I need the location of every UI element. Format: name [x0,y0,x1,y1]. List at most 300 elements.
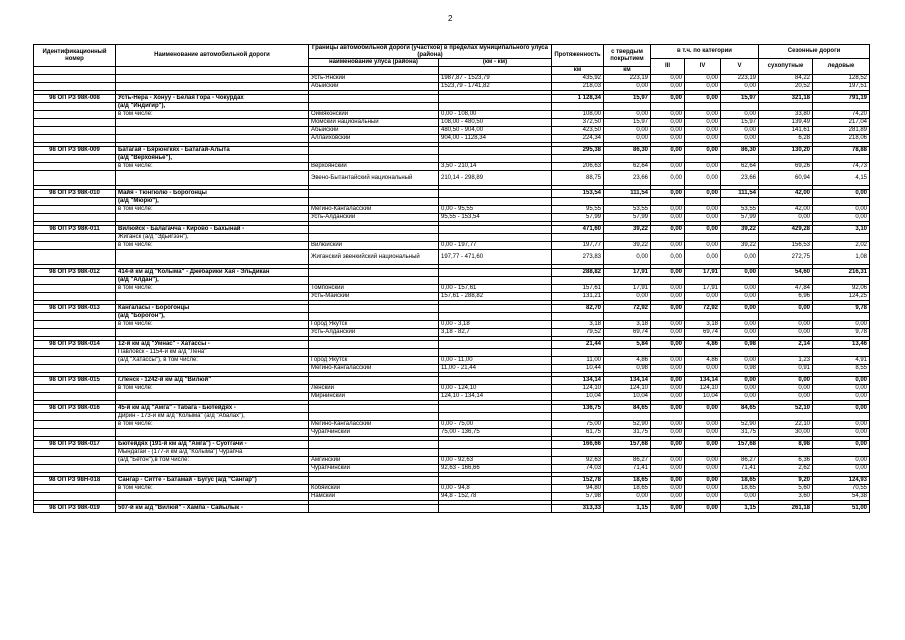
cell-len: 313,33 [552,505,604,513]
cell-hard [604,349,651,357]
table-row [34,111,870,119]
table-row [34,198,870,206]
cell-c4: 0,00 [685,465,721,473]
cell-id: 98 ОП РЗ 98К-015 [34,377,116,385]
cell-dry: 42,00 [759,190,813,198]
cell-dry: 1,23 [759,357,813,365]
cell-c5: 0,00 [721,83,759,91]
cell-c3 [651,198,685,206]
cell-c4: 0,00 [685,477,721,485]
cell-id [34,493,116,501]
cell-c5: 0,98 [721,365,759,373]
cell-ulus [309,441,439,449]
cell-c4: 0,00 [685,457,721,465]
cell-ice [813,103,870,111]
cell-len: 224,34 [552,135,604,143]
cell-km [439,413,552,421]
cell-ice: 92,06 [813,285,870,293]
cell-c5: 62,64 [721,163,759,171]
cell-c3: 0,00 [651,429,685,437]
cell-name [116,83,309,91]
cell-km: 0,00 - 3,18 [439,321,552,329]
cell-c5: 0,00 [721,385,759,393]
cell-len: 3,18 [552,321,604,329]
cell-c5: 57,99 [721,214,759,222]
cell-c3: 0,00 [651,250,685,265]
cell-c4 [685,277,721,285]
table-row [34,457,870,465]
cell-ulus: Мирнинский [309,393,439,401]
cell-ice: 9,78 [813,305,870,313]
table-row [34,127,870,135]
cell-c4: 72,92 [685,305,721,313]
cell-len: 218,03 [552,83,604,91]
cell-ulus [309,341,439,349]
cell-id [34,214,116,222]
cell-c3: 0,00 [651,485,685,493]
table-row [34,449,870,457]
table-row [34,321,870,329]
header-km-range: (км - км) [439,59,552,67]
cell-km: 0,00 - 157,61 [439,285,552,293]
cell-ice: 124,93 [813,477,870,485]
cell-len: 61,75 [552,429,604,437]
table-row [34,250,870,265]
cell-name: в том числе: [116,111,309,119]
cell-c5: 53,55 [721,206,759,214]
cell-c3: 0,00 [651,505,685,513]
cell-km: 0,00 - 11,00 [439,357,552,365]
cell-name: в том числе: [116,421,309,429]
cell-ulus: Момский национальный [309,119,439,127]
cell-c5: 52,90 [721,421,759,429]
cell-c4 [685,155,721,163]
cell-id [34,457,116,465]
cell-dry: 60,94 [759,171,813,186]
cell-c5: 39,22 [721,226,759,234]
cell-dry: 156,53 [759,242,813,250]
cell-ulus [309,313,439,321]
cell-c5: 86,27 [721,457,759,465]
cell-len: 10,44 [552,365,604,373]
cell-hard: 111,54 [604,190,651,198]
cell-len: 57,99 [552,214,604,222]
cell-ice: 1,08 [813,250,870,265]
cell-c4: 4,86 [685,357,721,365]
cell-c4: 0,00 [685,429,721,437]
header-unit-hard: км [604,67,651,75]
cell-len: 95,55 [552,206,604,214]
cell-c3 [651,413,685,421]
cell-hard: 84,65 [604,405,651,413]
cell-c4: 0,00 [685,147,721,155]
cell-hard: 52,90 [604,421,651,429]
cell-hard: 86,27 [604,457,651,465]
cell-ice: 74,20 [813,111,870,119]
cell-c4: 0,00 [685,293,721,301]
table-row [34,277,870,285]
cell-c4: 0,00 [685,493,721,501]
cell-c4: 0,00 [685,405,721,413]
cell-ulus [309,505,439,513]
cell-ulus: Усть-Алданский [309,214,439,222]
cell-c5: 0,00 [721,393,759,401]
cell-ice [813,155,870,163]
cell-c4: 69,74 [685,329,721,337]
table-row [34,341,870,349]
cell-len: 74,03 [552,465,604,473]
cell-km [439,505,552,513]
cell-c4: 0,00 [685,83,721,91]
cell-len: 131,21 [552,293,604,301]
cell-id: 98 ОП РЗ 98К-017 [34,441,116,449]
table-row [34,357,870,365]
cell-name [116,329,309,337]
cell-c3 [651,277,685,285]
cell-id [34,127,116,135]
cell-len: 88,75 [552,171,604,186]
cell-hard: 0,98 [604,365,651,373]
cell-ulus [309,103,439,111]
cell-c3: 0,00 [651,111,685,119]
cell-name: Мындагай - (177-й км а/д "Колыма") Чурапча [116,449,309,457]
cell-ulus: Мегино-Кангаласский [309,206,439,214]
cell-len: 166,66 [552,441,604,449]
cell-id [34,429,116,437]
cell-c5: 157,68 [721,441,759,449]
cell-ice: 78,88 [813,147,870,155]
cell-c3 [651,349,685,357]
cell-c3: 0,00 [651,206,685,214]
cell-dry: 272,75 [759,250,813,265]
cell-dry: 321,18 [759,95,813,103]
table-row [34,242,870,250]
cell-km [439,147,552,155]
cell-c4 [685,449,721,457]
cell-km [439,305,552,313]
cell-c4: 0,00 [685,421,721,429]
cell-id [34,365,116,373]
header-km-blank [439,67,552,75]
cell-len: 471,60 [552,226,604,234]
cell-ulus [309,95,439,103]
cell-c3: 0,00 [651,341,685,349]
cell-hard: 0,00 [604,135,651,143]
cell-c3: 0,00 [651,477,685,485]
cell-name: Павловск - 1154-й км а/д "Лена" [116,349,309,357]
cell-km [439,349,552,357]
cell-c5: 23,66 [721,171,759,186]
cell-hard: 3,18 [604,321,651,329]
cell-len [552,413,604,421]
cell-ice [813,313,870,321]
cell-id [34,465,116,473]
cell-name [116,365,309,373]
cell-ulus: Абыйский [309,83,439,91]
table-row [34,365,870,373]
cell-dry [759,277,813,285]
cell-ulus: Оймяконский [309,111,439,119]
cell-dry: 0,00 [759,393,813,401]
cell-len [552,103,604,111]
cell-c4: 0,00 [685,206,721,214]
header-ulus: наименование улуса (района) [309,59,439,67]
cell-c5 [721,449,759,457]
cell-len: 124,10 [552,385,604,393]
table-row [34,393,870,401]
cell-len: 1 128,34 [552,95,604,103]
cell-ulus [309,377,439,385]
cell-c4: 124,10 [685,385,721,393]
cell-len [552,155,604,163]
cell-c3 [651,103,685,111]
cell-len: 372,50 [552,119,604,127]
cell-len [552,198,604,206]
cell-dry: 42,00 [759,206,813,214]
cell-ice: 4,15 [813,171,870,186]
cell-km: 95,55 - 153,54 [439,214,552,222]
cell-c4 [685,413,721,421]
cell-ice: 54,38 [813,493,870,501]
cell-hard: 1,15 [604,505,651,513]
cell-c3: 0,00 [651,242,685,250]
cell-c4: 0,00 [685,171,721,186]
cell-c5: 31,75 [721,429,759,437]
cell-dry [759,103,813,111]
cell-name: Вилюйск - Балагачча - Кирово - Бахынай - [116,226,309,234]
cell-c4: 134,14 [685,377,721,385]
header-hard-surface: с твердым покрытием [604,45,651,67]
cell-hard: 134,14 [604,377,651,385]
cell-name: в том числе: [116,242,309,250]
cell-ice: 0,00 [813,421,870,429]
cell-name: 12-й км а/д "Умнас" - Хатассы - [116,341,309,349]
cell-id [34,75,116,83]
cell-name: в том числе: [116,321,309,329]
cell-c4: 0,00 [685,441,721,449]
cell-c3: 0,00 [651,135,685,143]
cell-id [34,385,116,393]
cell-id: 98 ОП РЗ 98К-010 [34,190,116,198]
cell-c3: 0,00 [651,269,685,277]
cell-c5: 0,00 [721,305,759,313]
cell-hard: 57,99 [604,214,651,222]
cell-name: (а/д "Борогон"), [116,313,309,321]
cell-c3: 0,00 [651,421,685,429]
cell-ice: 0,00 [813,429,870,437]
cell-ice: 217,04 [813,119,870,127]
cell-c4: 0,00 [685,214,721,222]
cell-ice: 0,00 [813,206,870,214]
cell-ulus [309,477,439,485]
cell-km: 0,00 - 94,8 [439,485,552,493]
cell-c3: 0,00 [651,127,685,135]
cell-ulus [309,413,439,421]
cell-hard: 69,74 [604,329,651,337]
cell-c3: 0,00 [651,75,685,83]
cell-ulus [309,226,439,234]
cell-id [34,293,116,301]
cell-ice: 70,55 [813,485,870,493]
cell-km [439,234,552,242]
cell-c3: 0,00 [651,226,685,234]
cell-ice: 4,91 [813,357,870,365]
cell-dry: 52,10 [759,405,813,413]
cell-len: 136,75 [552,405,604,413]
cell-c4: 0,00 [685,135,721,143]
cell-c4: 0,00 [685,365,721,373]
cell-km: 124,10 - 134,14 [439,393,552,401]
cell-len [552,313,604,321]
cell-km: 904,00 - 1128,34 [439,135,552,143]
cell-id [34,449,116,457]
cell-c3: 0,00 [651,365,685,373]
cell-c5: 0,00 [721,135,759,143]
cell-ulus [309,234,439,242]
cell-ulus: Усть-Янский [309,75,439,83]
cell-hard: 15,97 [604,95,651,103]
table-row [34,234,870,242]
cell-c5: 0,00 [721,293,759,301]
cell-ulus: Верхоянский [309,163,439,171]
cell-id [34,321,116,329]
cell-len [552,277,604,285]
cell-name [116,493,309,501]
cell-id [34,285,116,293]
cell-dry: 0,91 [759,365,813,373]
cell-hard [604,198,651,206]
cell-name: (а/д "Алдан"), [116,277,309,285]
cell-ice: 0,00 [813,441,870,449]
cell-id [34,83,116,91]
cell-len: 21,44 [552,341,604,349]
table-row [34,155,870,163]
cell-id [34,234,116,242]
table-row [34,163,870,171]
cell-c5: 223,19 [721,75,759,83]
cell-name [116,250,309,265]
cell-name: (а/д "Хатассы"), в том числе: [116,357,309,365]
cell-c5 [721,277,759,285]
cell-km [439,341,552,349]
cell-c5: 18,65 [721,477,759,485]
table-row [34,313,870,321]
table-row [34,329,870,337]
cell-len: 75,00 [552,421,604,429]
cell-id [34,242,116,250]
cell-c3: 0,00 [651,214,685,222]
cell-name [116,293,309,301]
cell-km [439,226,552,234]
cell-id [34,250,116,265]
cell-name: (а/д "Бетон"),в том числе: [116,457,309,465]
cell-dry: 30,00 [759,429,813,437]
cell-ice: 128,52 [813,75,870,83]
cell-dry: 22,10 [759,421,813,429]
cell-dry: 0,00 [759,214,813,222]
cell-km: 480,50 - 904,00 [439,127,552,135]
cell-c4 [685,313,721,321]
cell-id [34,135,116,143]
cell-ulus [309,198,439,206]
cell-hard [604,103,651,111]
cell-id: 98 ОП РЗ 98К-019 [34,505,116,513]
cell-len: 288,82 [552,269,604,277]
cell-dry: 3,60 [759,493,813,501]
cell-dry: 6,36 [759,457,813,465]
cell-ulus: Эвено-Бытантайский национальный [309,171,439,186]
cell-c3: 0,00 [651,465,685,473]
cell-name [116,135,309,143]
cell-c4: 3,18 [685,321,721,329]
cell-ulus: Город Якутск [309,357,439,365]
cell-hard: 0,00 [604,250,651,265]
cell-c5: 15,97 [721,119,759,127]
cell-ulus: Вилюйский [309,242,439,250]
table-row [34,214,870,222]
cell-ice [813,449,870,457]
cell-name [116,171,309,186]
cell-c5: 0,00 [721,127,759,135]
cell-dry: 6,96 [759,293,813,301]
cell-name: Батагай - Бярюнгкях - Батагай-Алыта [116,147,309,155]
cell-hard: 157,68 [604,441,651,449]
cell-id [34,421,116,429]
cell-ulus: Жиганский эвенкийский национальный [309,250,439,265]
table-header [34,45,870,75]
table-row [34,429,870,437]
cell-id [34,393,116,401]
table-row [34,405,870,413]
cell-c3: 0,00 [651,83,685,91]
cell-ice: 51,00 [813,505,870,513]
header-id: Идентификационный номер [34,45,116,67]
cell-hard: 23,66 [604,171,651,186]
cell-len: 94,80 [552,485,604,493]
cell-len: 10,04 [552,393,604,401]
cell-name [116,127,309,135]
cell-len: 152,78 [552,477,604,485]
cell-hard: 4,86 [604,357,651,365]
table-body [34,75,870,513]
cell-km: 0,00 - 124,10 [439,385,552,393]
cell-id [34,485,116,493]
cell-len: 206,63 [552,163,604,171]
cell-id [34,413,116,421]
cell-dry: 141,61 [759,127,813,135]
cell-id [34,198,116,206]
cell-name [116,75,309,83]
table-row [34,269,870,277]
cell-km: 0,00 - 75,00 [439,421,552,429]
cell-km: 94,8 - 152,78 [439,493,552,501]
cell-id: 98 ОП РЗ 98К-012 [34,269,116,277]
cell-km [439,155,552,163]
cell-hard [604,449,651,457]
cell-c4: 0,00 [685,190,721,198]
cell-ulus: Аллаиховский [309,135,439,143]
cell-km: 75,00 - 136,75 [439,429,552,437]
cell-c4 [685,349,721,357]
cell-ice: 791,19 [813,95,870,103]
cell-id [34,103,116,111]
cell-c3: 0,00 [651,147,685,155]
cell-c4: 4,86 [685,341,721,349]
cell-hard: 39,22 [604,226,651,234]
cell-ice: 2,02 [813,242,870,250]
cell-c5 [721,413,759,421]
cell-km [439,277,552,285]
